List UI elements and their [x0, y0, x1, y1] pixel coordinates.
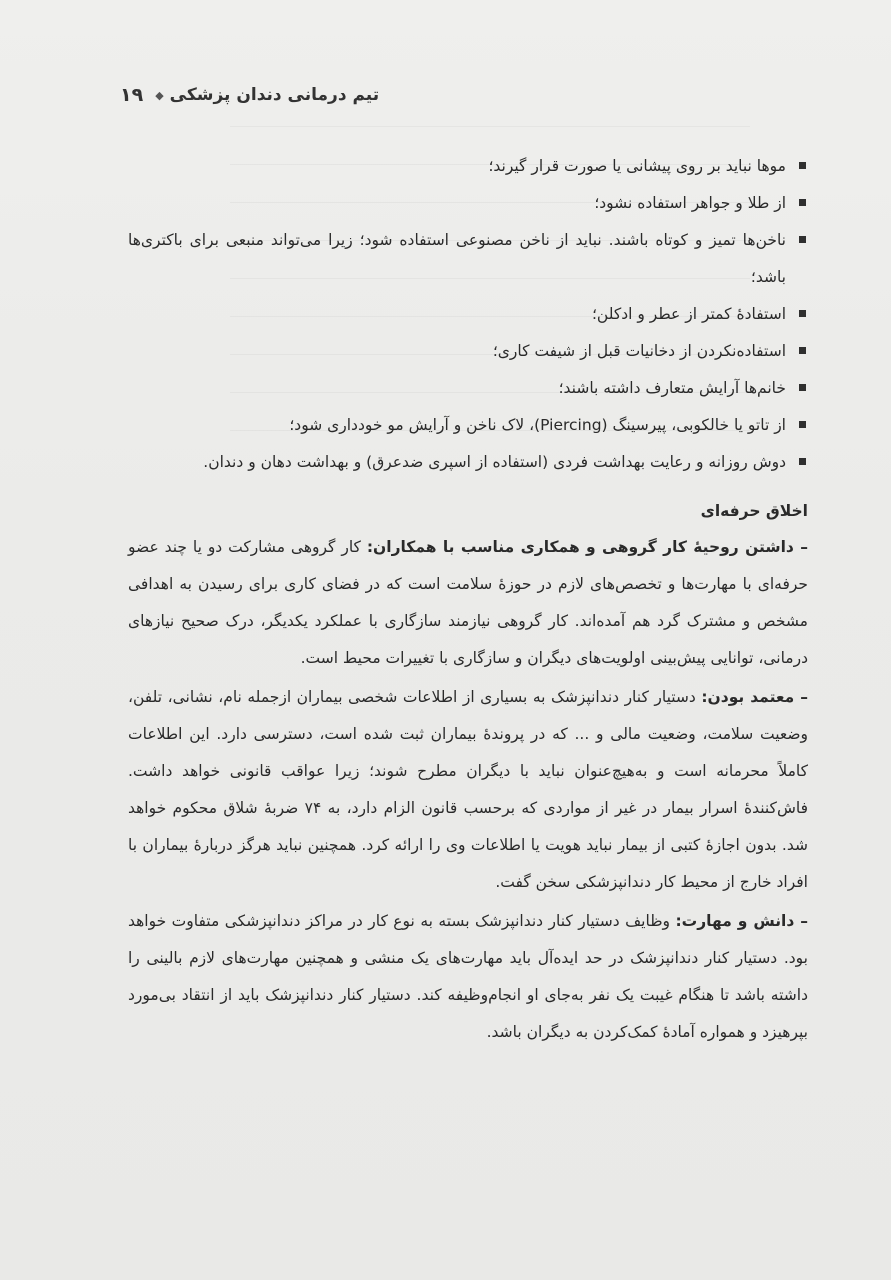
paragraph-teamwork	[128, 529, 808, 677]
bullet-item: استفاده‌نکردن از دخانیات قبل از شیفت کاری؛	[128, 333, 808, 370]
bullet-item: خانم‌ها آرایش متعارف داشته باشند؛	[128, 370, 808, 407]
paragraph-lead: – داشتن روحیهٔ کار گروهی و همکاری مناسب با همکاران:	[366, 538, 808, 556]
bullet-item: استفادهٔ کمتر از عطر و ادکلن؛	[128, 296, 808, 333]
page-body	[128, 148, 808, 1051]
header-title: تیم درمانی دندان پزشکی	[169, 85, 380, 105]
paragraph-knowledge	[128, 903, 808, 1051]
paragraph-text: کار گروهی مشارکت دو یا چند عضو حرفه‌ای با مهارت‌ها و تخصص‌های لازم در حوزهٔ سلامت است که در فضای کاری برای رسیدن به اهدافی مشخص و مشترک گرد هم آمده‌اند. کار گروهی نیازمند سازگاری با عملکرد یکدیگر، درک صحیح نیازهای درمانی، توانایی پیش‌بینی اولویت‌های دیگران و سازگاری با تغییرات محیط است.	[128, 538, 808, 667]
paragraph-text: دستیار کنار دندانپزشک به بسیاری از اطلاعات شخصی بیماران ازجمله نام، نشانی، تلفن، وضعیت سلامت، وضعیت مالی و ... که در پروندهٔ بیماران ثبت شده است، دسترسی دارد. این اطلاعات کاملاً محرمانه است و به‌هیچ‌عنوان نباید با دیگران مطرح شوند؛ زیرا عواقب قانونی خواهد داشت. فاش‌کنندهٔ اسرار بیمار در غیر از مواردی که برحسب قانون الزام دارد، به ۷۴ ضربهٔ شلاق محکوم خواهد شد. بدون اجازهٔ کتبی از بیمار نباید هویت یا اطلاعات وی را ارائه کرد. همچنین نباید هرگز دربارهٔ بیماران با افراد خارج از محیط کار دندانپزشکی سخن گفت.	[128, 688, 808, 891]
page-number: ۱۹	[120, 84, 144, 106]
section-heading: اخلاق حرفه‌ای	[700, 502, 808, 520]
diamond-icon: ◆	[155, 88, 164, 102]
paragraph-lead: – معتمد بودن:	[701, 688, 808, 706]
paragraph-text: وظایف دستیار کنار دندانپزشک بسته به نوع کار در مراکز دندانپزشکی متفاوت خواهد بود. دستیار کنار دندانپزشک در حد ایده‌آل باید مهارت‌های یک منشی و همچنین مهارت‌های لازم بالینی را داشته باشد تا هنگام غیبت یک نفر به‌جای او انجام‌وظیفه کند. دستیار کنار دندانپزشک باید از انتقاد بی‌مورد بپرهیزد و همواره آمادهٔ کمک‌کردن به دیگران باشد.	[128, 912, 808, 1041]
bullet-item: موها نباید بر روی پیشانی یا صورت قرار گیرند؛	[128, 148, 808, 185]
paragraph-lead: – دانش و مهارت:	[675, 912, 808, 930]
paragraph-trustworthy	[128, 679, 808, 901]
bullet-list	[128, 148, 808, 481]
bullet-item: ناخن‌ها تمیز و کوتاه باشند. نباید از ناخن مصنوعی استفاده شود؛ زیرا می‌تواند منبعی برای باکتری‌ها باشد؛	[128, 222, 808, 296]
bullet-item: از تاتو یا خالکوبی، پیرسینگ (Piercing)، لاک ناخن و آرایش مو خودداری شود؛	[128, 407, 808, 444]
running-header	[120, 84, 810, 106]
bullet-item: دوش روزانه و رعایت بهداشت فردی (استفاده از اسپری ضدعرق) و بهداشت دهان و دندان.	[128, 444, 808, 481]
bullet-item: از طلا و جواهر استفاده نشود؛	[128, 185, 808, 222]
